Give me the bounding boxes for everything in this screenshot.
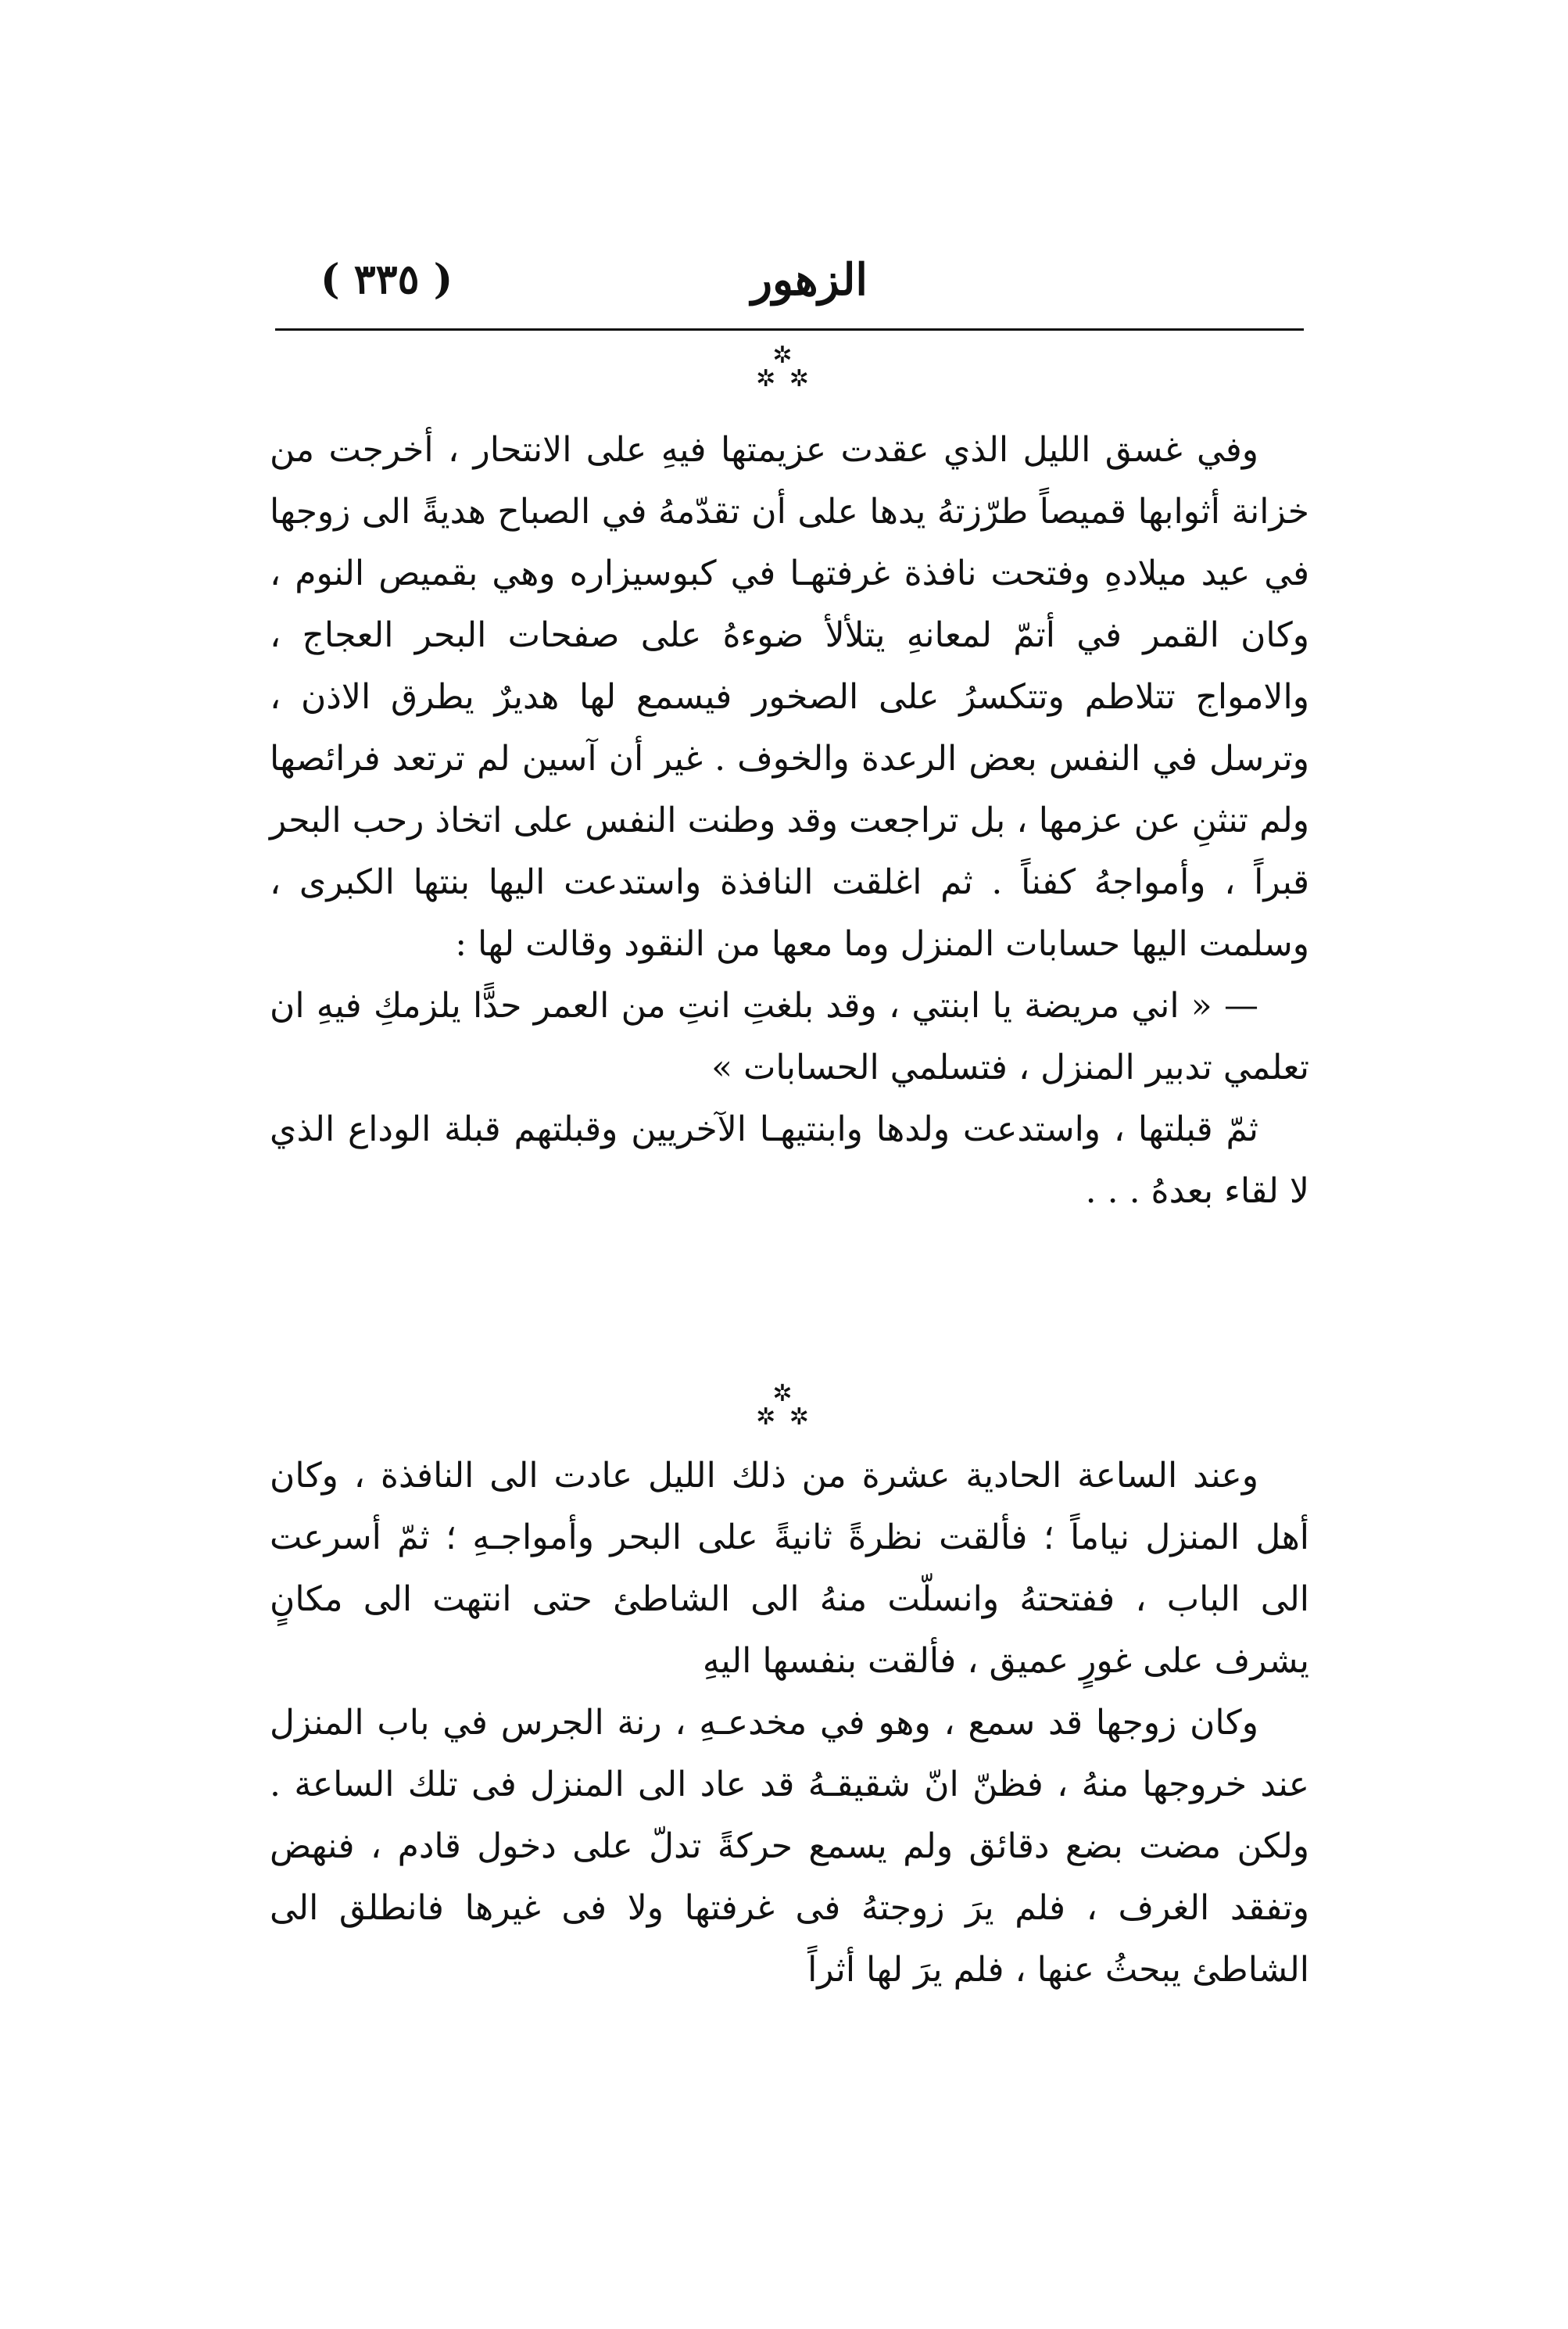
section-1-text [270,419,1309,1222]
section-ornament-2 [0,1382,1568,1429]
paragraph-husband: وكان زوجها قد سمع ، وهو في مخدعـهِ ، رنة الجرس في باب المنزل عند خروجها منهُ ، فظنّ انّ شقيقـهُ قد عاد الى المنزل فى تلك الساعة . ولكن مضت بضع دقائق ولم يسمع حركةً تدلّ على دخول قادم ، فنهض وتفقد الغرف ، فلم يرَ زوجتهُ فى غرفتها ولا فى غيرها فانطلق الى الشاطئ يبحثُ عنها ، فلم يرَ لها أثراً [270,1703,1309,1990]
running-title: الزهور [750,254,868,306]
paragraph-sea: وعند الساعة الحادية عشرة من ذلك الليل عادت الى النافذة ، وكان أهل المنزل نياماً ؛ فألقت نظرةً ثانيةً على البحر وأمواجـهِ ؛ ثمّ أسرعت الى الباب ، ففتحتهُ وانسلّت منهُ الى الشاطئ حتى انتهت الى مكانٍ يشرف على غورٍ عميق ، فألقت بنفسها اليهِ [270,1456,1309,1681]
paragraph-dialogue: — « اني مريضة يا ابنتي ، وقد بلغتِ انتِ من العمر حدًّا يلزمكِ فيهِ ان تعلمي تدبير المنزل ، فتسلمي الحسابات » [270,986,1309,1087]
page-header [274,249,1305,319]
ornament-star-top: ✲ [772,1380,796,1407]
page-number: ( ٣٣٥ ) [320,256,453,303]
header-rule [275,328,1304,331]
paragraph-window: وفي غسق الليل الذي عقدت عزيمتها فيهِ على الانتحار ، أخرجت من خزانة أثوابها قميصاً طرّزتهُ يدها على أن تقدّمهُ في الصباح هديةً الى زوجها في عيد ميلادهِ وفتحت نافذة غرفتهـا في كبوسيزاره وهي بقميص النوم ، وكان القمر في أتمّ لمعانهِ يتلألأ ضوءهُ على صفحات البحر العجاج ، والامواج تتلاطم وتتكسرُ على الصخور فيسمع لها هديرٌ يطرق الاذن ، وترسل في النفس بعض الرعدة والخوف . غير أن آسين لم ترتعد فرائصها ولم تنثنِ عن عزمها ، بل تراجعت وقد وطنت النفس على اتخاذ رحب البحر قبراً ، وأمواجهُ كفناً . ثم اغلقت النافذة واستدعت اليها بنتها الكبرى ، وسلمت اليها حسابات المنزل وما معها من النقود وقالت لها : [270,430,1309,964]
ornament-star-bottom: ✲ ✲ [756,1403,812,1431]
paragraph-farewell: ثمّ قبلتها ، واستدعت ولدها وابنتيهـا الآخريين وقبلتهم قبلة الوداع الذي لا لقاء بعدهُ . . . [270,1109,1309,1211]
ornament-star-bottom: ✲ ✲ [756,365,812,392]
section-ornament-1 [0,344,1568,391]
ornament-star-top: ✲ [772,342,796,369]
section-2-text [270,1445,1309,2001]
